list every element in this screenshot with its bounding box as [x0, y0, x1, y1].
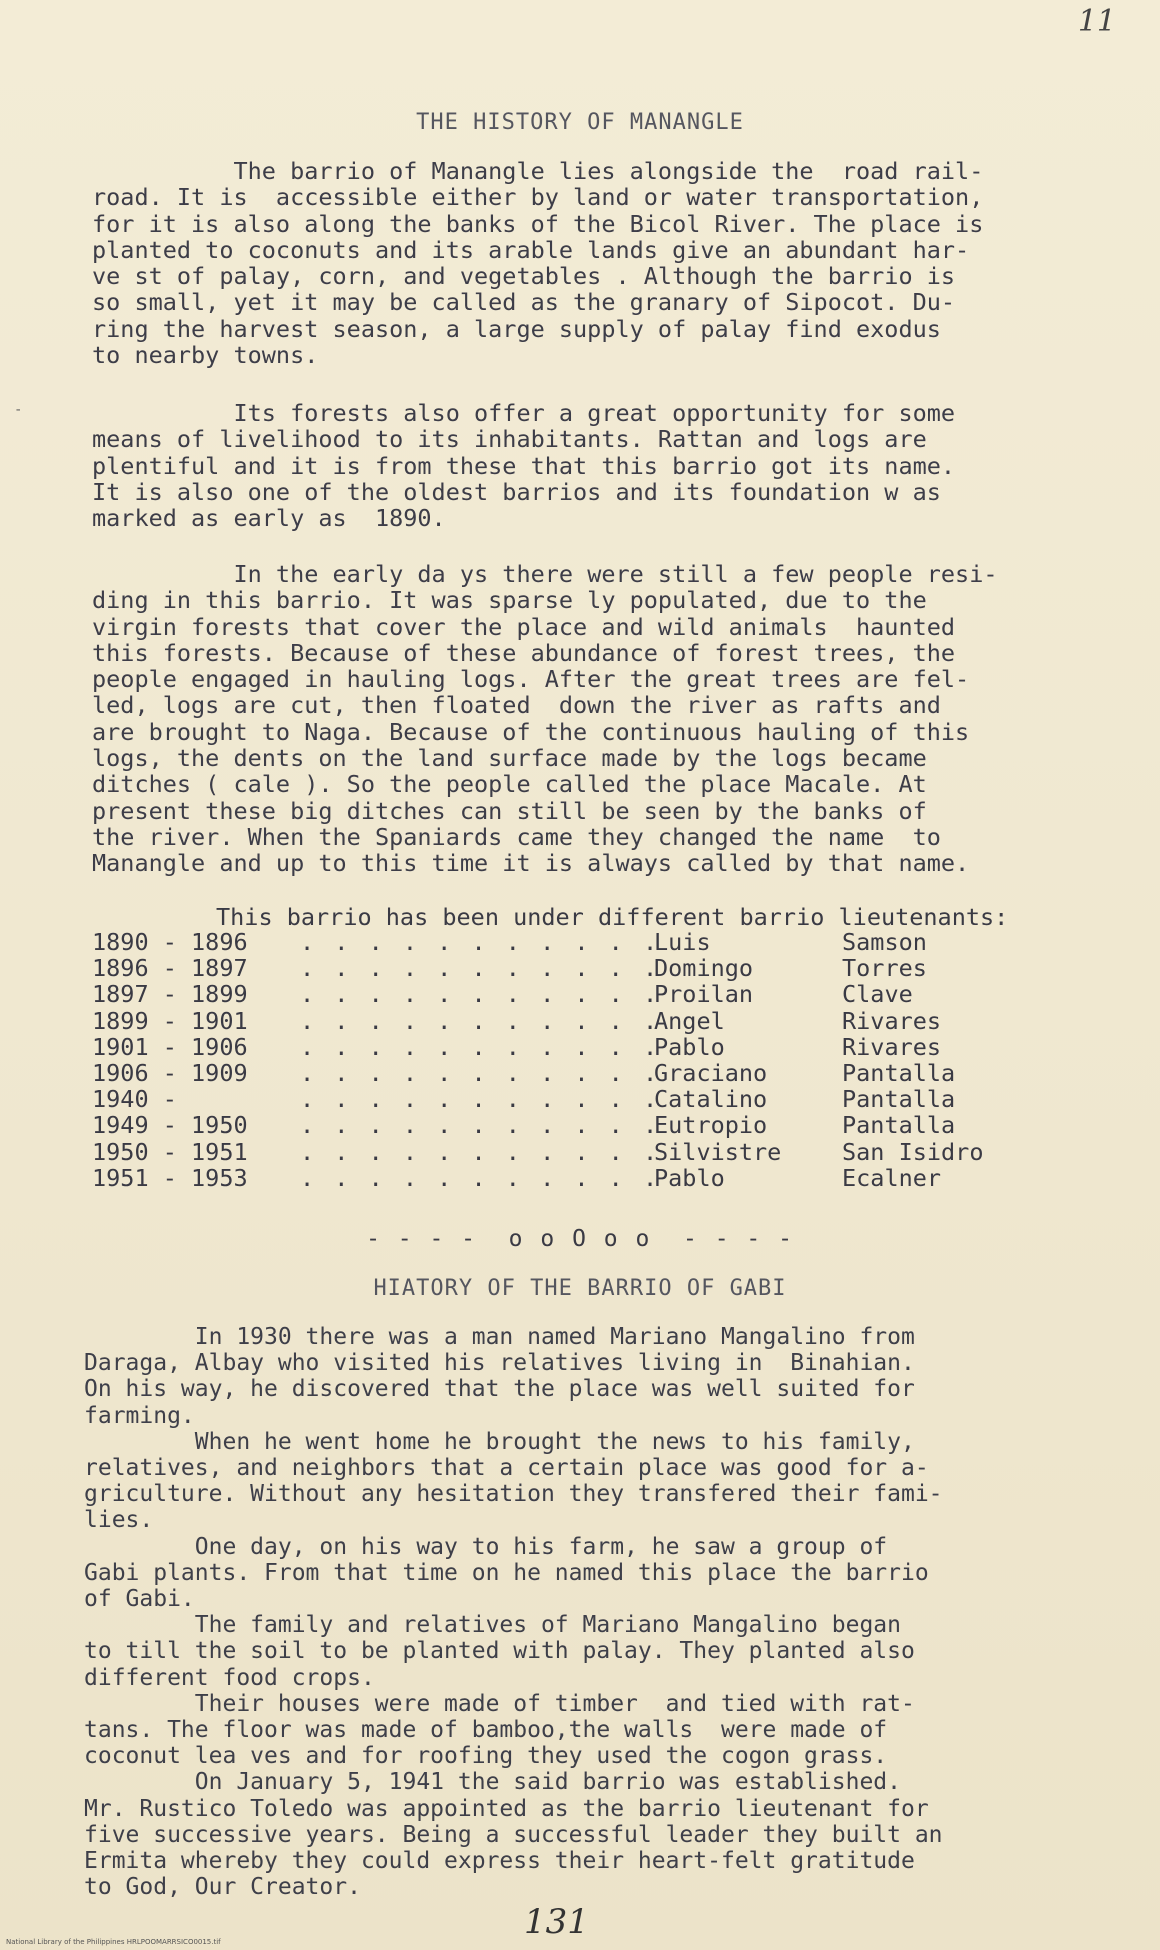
lieutenant-last-name: Clave: [842, 980, 913, 1009]
lieutenants-table: [92, 928, 1092, 1190]
lieutenant-years: 1950 - 1951: [92, 1137, 248, 1166]
table-row: [92, 980, 1092, 1009]
lieutenant-last-name: Ecalner: [842, 1163, 942, 1192]
page-number: 131: [524, 1902, 589, 1942]
lieutenant-last-name: Pantalla: [842, 1058, 956, 1087]
lieutenants-intro: This barrio has been under different barrio lieutenants:: [216, 903, 1009, 931]
leader-dots: . . . . . . . . . . .: [300, 1058, 661, 1087]
lieutenant-years: 1951 - 1953: [92, 1163, 248, 1192]
table-row: [92, 1138, 1092, 1164]
leader-dots: . . . . . . . . . . .: [300, 1163, 661, 1192]
lieutenant-first-name: Graciano: [654, 1058, 768, 1087]
lieutenant-first-name: Proilan: [654, 980, 754, 1009]
leader-dots: . . . . . . . . . . .: [300, 1006, 661, 1035]
table-row: [92, 954, 1092, 983]
leader-dots: . . . . . . . . . . .: [300, 1111, 661, 1140]
section2-body: In 1930 there was a man named Mariano Mangalino from Daraga, Albay who visited his relatives living in Binahian. On his way, he discovered that the place was well suited for farming. When he went home he brought the news to his family, relatives, and neighbors that a certain place was good for a- griculture. Without any hesitation they transfered their fami- lies. One day, on his way to his farm, he saw a group of Gabi plants. From that time on he named this place the barrio of Gabi. The family and relatives of Mariano Mangalino began to till the soil to be planted with palay. They planted also different food crops. Their houses were made of timber and tied with rat- tans. The floor was made of bamboo,the walls were made of coconut lea ves and for roofing they used the cogon grass. On January 5, 1941 the said barrio was established. Mr. Rustico Toledo was appointed as the barrio lieutenant for five successive years. Being a successful leader they built an Ermita whereby they could express their heart-felt gratitude to God, Our Creator.: [84, 1324, 943, 1901]
table-row: [92, 1059, 1092, 1085]
table-row: [92, 1085, 1092, 1114]
lieutenant-first-name: Silvistre: [654, 1137, 782, 1166]
lieutenant-years: 1906 - 1909: [92, 1058, 248, 1087]
lieutenant-years: 1897 - 1899: [92, 980, 248, 1009]
lieutenant-first-name: Pablo: [654, 1032, 725, 1061]
lieutenant-first-name: Angel: [654, 1006, 725, 1035]
lieutenant-first-name: Pablo: [654, 1163, 725, 1192]
margin-mark: -: [14, 402, 23, 418]
table-row: [92, 928, 1092, 954]
lieutenant-last-name: Rivares: [842, 1032, 942, 1061]
page-title: THE HISTORY OF MANANGLE: [416, 110, 744, 135]
page-corner-mark: 11: [1077, 4, 1116, 39]
lieutenant-years: 1896 - 1897: [92, 954, 248, 983]
section-divider: - - - - o o O o o - - - -: [366, 1226, 794, 1252]
lieutenant-years: 1899 - 1901: [92, 1006, 248, 1035]
lieutenant-last-name: Rivares: [842, 1006, 942, 1035]
lieutenant-years: 1901 - 1906: [92, 1032, 248, 1061]
leader-dots: . . . . . . . . . . .: [300, 954, 661, 983]
paragraph-3: In the early da ys there were still a few people resi- ding in this barrio. It was sparse ly populated, due to the virgin forests that cover the place and wild animals haunted this forests. Because of these abundance of forest trees, the people engaged in hauling logs. After the great trees are fel- led, logs are cut, then floated down the river as rafts and are brought to Naga. Because of the continuous hauling of this logs, the dents on the land surface made by the logs became ditches ( cale ). So the people called the place Macale. At present these big ditches can still be seen by the banks of the river. When the Spaniards came they changed the name to Manangle and up to this time it is always called by that name.: [92, 560, 998, 878]
leader-dots: . . . . . . . . . . .: [300, 928, 661, 956]
table-row: [92, 1164, 1092, 1190]
lieutenant-first-name: Domingo: [654, 954, 754, 983]
lieutenant-last-name: Pantalla: [842, 1111, 956, 1140]
archive-footer: National Library of the Philippines HRLPOOMARRSICO0015.tif: [6, 1938, 221, 1946]
lieutenant-years: 1940 -: [92, 1085, 177, 1114]
table-row: [92, 1033, 1092, 1059]
table-row: [92, 1007, 1092, 1033]
lieutenant-first-name: Eutropio: [654, 1111, 768, 1140]
section2-title: HIATORY OF THE BARRIO OF GABI: [373, 1276, 787, 1301]
lieutenant-last-name: Torres: [842, 954, 927, 983]
paragraph-1: The barrio of Manangle lies alongside the road rail- road. It is accessible either by land or water transportation, for it is also along the banks of the Bicol River. The place is planted to coconuts and its arable lands give an abundant har- ve st of palay, corn, and vegetables . Although the barrio is so small, yet it may be called as the granary of Sipocot. Du- ring the harvest season, a large supply of palay find exodus to nearby towns.: [92, 157, 984, 370]
lieutenant-years: 1890 - 1896: [92, 928, 248, 956]
lieutenant-years: 1949 - 1950: [92, 1111, 248, 1140]
lieutenant-last-name: Pantalla: [842, 1085, 956, 1114]
lieutenant-last-name: San Isidro: [842, 1137, 984, 1166]
lieutenant-first-name: Luis: [654, 928, 711, 956]
table-row: [92, 1111, 1092, 1140]
paragraph-2: Its forests also offer a great opportunity for some means of livelihood to its inhabitants. Rattan and logs are plentiful and it is from these that this barrio got its name. It is also one of the oldest barrios and its foundation w as marked as early as 1890.: [92, 399, 956, 533]
leader-dots: . . . . . . . . . . .: [300, 1137, 661, 1166]
lieutenant-first-name: Catalino: [654, 1085, 768, 1114]
leader-dots: . . . . . . . . . . .: [300, 1085, 661, 1114]
lieutenant-last-name: Samson: [842, 928, 927, 956]
leader-dots: . . . . . . . . . . .: [300, 1032, 661, 1061]
leader-dots: . . . . . . . . . . .: [300, 980, 661, 1009]
